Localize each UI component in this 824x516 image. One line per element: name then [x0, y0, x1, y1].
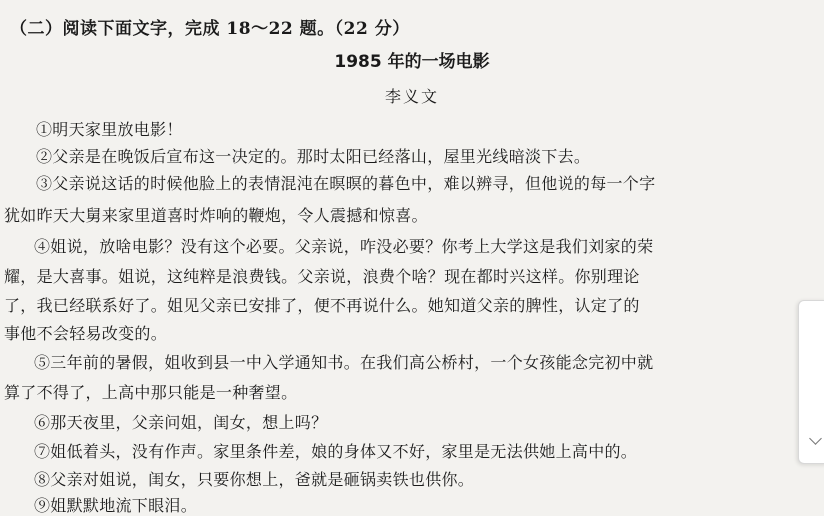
paragraph-line: 了，我已经联系好了。姐见父亲已安排了，便不再说什么。她知道父亲的脾性，认定了的 [4, 296, 640, 315]
paragraph-line: ⑨姐默默地流下眼泪。 [34, 496, 198, 515]
paragraph-line: 事他不会轻易改变的。 [4, 324, 168, 343]
paragraph-line: ④姐说，放啥电影？没有这个必要。父亲说，咋没必要？你考上大学这是我们刘家的荣 [34, 237, 654, 256]
paragraph-line: ②父亲是在晚饭后宣布这一决定的。那时太阳已经落山，屋里光线暗淡下去。 [36, 147, 591, 166]
paragraph-line: ⑦姐低着头，没有作声。家里条件差，娘的身体又不好，家里是无法供她上高中的。 [34, 442, 638, 461]
paragraph-line: ⑧父亲对姐说，闺女，只要你想上，爸就是砸锅卖铁也供你。 [34, 470, 475, 489]
paragraph-line: ③父亲说这话的时候他脸上的表情混沌在暝暝的暮色中，难以辨寻，但他说的每一个字 [36, 174, 656, 193]
paragraph-line: 犹如昨天大舅来家里道喜时炸响的鞭炮，令人震撼和惊喜。 [4, 206, 428, 225]
article-title: 1985 年的一场电影 [334, 52, 490, 72]
paragraph-line: 算了不得了，上高中那只能是一种奢望。 [4, 383, 298, 402]
article-author: 李义文 [384, 87, 439, 106]
paragraph-line: ⑥那天夜里，父亲问姐，闺女，想上吗？ [34, 413, 328, 432]
section-header: （二）阅读下面文字，完成 18～22 题。（22 分） [10, 19, 410, 39]
chevron-left-icon[interactable] [809, 432, 822, 445]
paragraph-line: ①明天家里放电影！ [36, 120, 183, 139]
paragraph-line: 耀，是大喜事。姐说，这纯粹是浪费钱。父亲说，浪费个啥？现在都时兴这样。你别理论 [4, 267, 640, 286]
side-panel-tab[interactable] [798, 300, 824, 464]
paragraph-line: ⑤三年前的暑假，姐收到县一中入学通知书。在我们高公桥村，一个女孩能念完初中就 [34, 353, 654, 372]
